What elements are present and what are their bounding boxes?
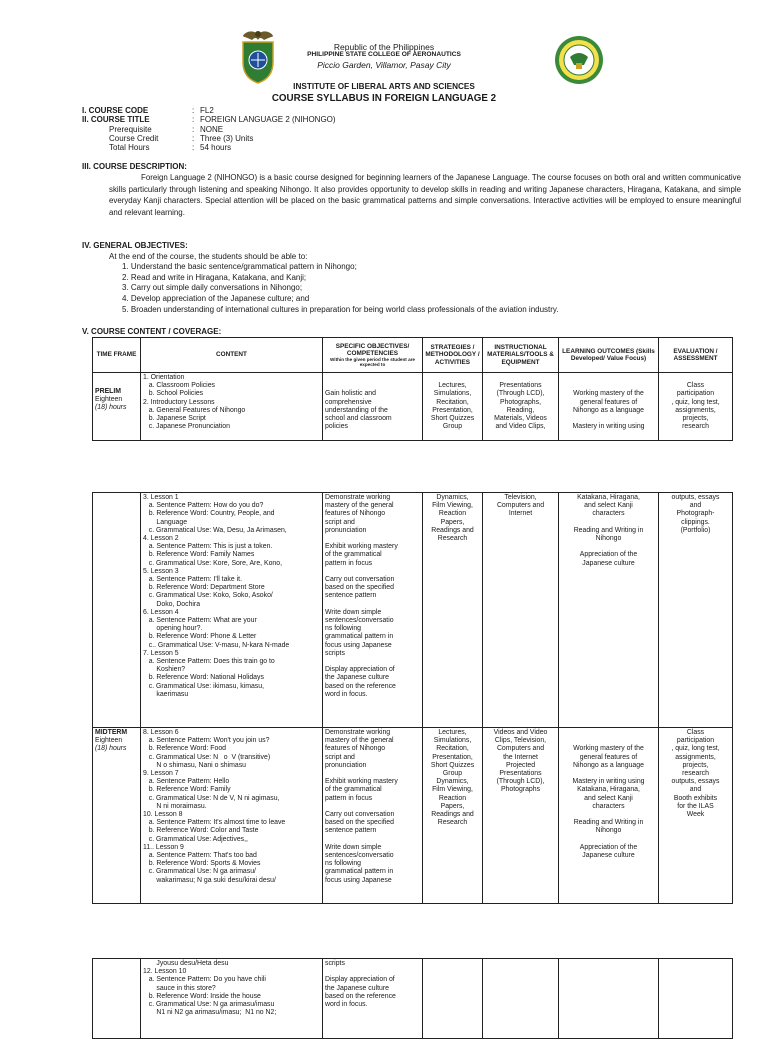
cell-line: Short Quizzes <box>430 415 475 423</box>
cell-line: a. Sentence Pattern: Do you have chili <box>143 976 266 984</box>
course-info-value: Three (3) Units <box>200 133 254 143</box>
cell-line: sentence pattern <box>325 827 377 835</box>
cell-line: Research <box>437 535 468 543</box>
midterm-cont-strategies <box>423 959 483 1039</box>
cell-line <box>561 415 656 423</box>
cell-line: Lectures, <box>438 729 467 736</box>
prelim-cont-objectives <box>323 493 423 728</box>
cell-line <box>561 737 656 745</box>
cell-line: Computers and <box>496 502 545 510</box>
cell-line: Gain holistic and <box>325 390 376 398</box>
cell-line: scripts <box>325 960 345 967</box>
cell-line <box>561 729 656 737</box>
cell-line: characters <box>592 802 625 810</box>
cell-line: 4. Lesson 2 <box>143 535 179 543</box>
cell-line: Projected <box>505 761 536 769</box>
cell-line: Group <box>442 423 463 431</box>
cell-line: Write down simple <box>325 843 382 851</box>
course-info-label: Prerequisite <box>109 124 152 134</box>
cell-line: Internet <box>508 510 533 518</box>
cell-line: features of Nihongo <box>325 745 386 753</box>
cell-line: research <box>682 770 709 778</box>
cell-line: Demonstrate working <box>325 494 391 501</box>
prelim-cont-strategies <box>423 493 483 728</box>
objectives-intro: At the end of the course, the students should be able to: <box>109 252 308 261</box>
cell-line: Appreciation of the <box>579 551 638 559</box>
college-address: Piccio Garden, Villamor, Pasay City <box>317 60 451 70</box>
midterm-content <box>141 728 323 904</box>
cell-line: Reaction <box>438 510 467 518</box>
objectives-list <box>122 262 559 316</box>
cell-line: comprehensive <box>325 398 372 406</box>
cell-line: and Video Clips, <box>495 423 546 431</box>
cell-line: script and <box>325 518 355 526</box>
course-info <box>82 106 482 156</box>
cell-line: based on the specified <box>325 819 394 827</box>
cell-line: outputs, essays <box>671 494 720 501</box>
cell-line: c. Grammatical Use: Kore, Sore, Are, Kono, <box>143 559 283 567</box>
cell-line <box>325 770 420 778</box>
cell-line: a. General Features of Nihongo <box>143 406 246 414</box>
cell-line: 9. Lesson 7 <box>143 770 179 778</box>
cell-line: script and <box>325 753 355 761</box>
prelim-cont-content <box>141 493 323 728</box>
midterm-time-frame <box>93 728 141 904</box>
header-evaluation: EVALUATION / ASSESSMENT <box>659 338 733 373</box>
cell-line: clippings. <box>681 518 710 526</box>
cell-line: Japanese culture <box>582 851 635 859</box>
cell-line: a. Classroom Policies <box>143 382 215 390</box>
cell-line: a. Sentence Pattern: Hello <box>143 778 230 786</box>
course-info-colon: : <box>192 124 195 134</box>
cell-line: the Japanese culture <box>325 674 389 682</box>
cell-line: policies <box>325 423 348 431</box>
cell-line: of the grammatical <box>325 551 382 559</box>
cell-line: Nihongo as a language <box>573 406 644 414</box>
midterm-cont-outcomes <box>559 959 659 1039</box>
cell-line: Television, <box>504 494 537 501</box>
cell-line: 11.. Lesson 9 <box>143 843 184 851</box>
cell-line: Language <box>143 518 188 526</box>
cell-line: 7. Lesson 5 <box>143 649 179 657</box>
cell-line: pronunciation <box>325 761 367 769</box>
cell-line: Computers and <box>496 745 545 753</box>
cell-line: Display appreciation of <box>325 976 395 984</box>
prelim-term: PRELIM <box>95 388 122 395</box>
cell-line <box>325 836 420 844</box>
cell-line: 6. Lesson 4 <box>143 608 179 616</box>
cell-line: Papers, <box>440 518 465 526</box>
cell-line: and <box>689 786 702 794</box>
cell-line: Readings and <box>431 811 474 819</box>
header-time-frame: TIME FRAME <box>93 338 141 373</box>
cell-line: Booth exhibits <box>673 794 718 802</box>
cell-line: 2. Introductory Lessons <box>143 398 215 406</box>
cell-line: b. Reference Word: Family Names <box>143 551 255 559</box>
midterm-hours-word: Eighteen <box>95 737 123 745</box>
cell-line: , quiz, long test, <box>671 398 720 406</box>
cell-line: based on the reference <box>325 682 396 690</box>
cell-line: the Internet <box>503 753 538 761</box>
cell-line: (Portfolio) <box>680 526 711 534</box>
header-outcomes: LEARNING OUTCOMES (Skills Developed/ Value Focus) <box>559 338 659 373</box>
cell-line: N ni moraimasu. <box>143 802 207 810</box>
course-info-colon: : <box>192 106 195 115</box>
cell-line: general features of <box>579 398 638 406</box>
cell-line: Materials, Videos <box>494 415 547 423</box>
cell-line: 8. Lesson 6 <box>143 729 179 736</box>
cell-line: , quiz, long test, <box>671 745 720 753</box>
cell-line: Papers, <box>440 802 465 810</box>
cell-line: b. Reference Word: Department Store <box>143 584 265 592</box>
cell-line: N1 ni N2 ga arimasu/imasu; N1 no N2; <box>143 1009 277 1017</box>
midterm-cont-evaluation <box>659 959 733 1039</box>
cell-line: a. Sentence Pattern: What are your <box>143 617 257 625</box>
cell-line: b. Reference Word: Country, People, and <box>143 510 275 518</box>
header-objectives-label: SPECIFIC OBJECTIVES/ COMPETENCIES <box>335 342 410 357</box>
cell-line: focus using Japanese <box>325 641 392 649</box>
table-row-midterm-cont <box>93 959 733 1039</box>
cell-line: Reading and Writing in <box>573 819 644 827</box>
cell-line: b. Reference Word: National Holidays <box>143 674 264 682</box>
description-heading: III. COURSE DESCRIPTION: <box>82 162 187 171</box>
cell-line: N o shimasu, Nani o shimasu <box>143 761 247 769</box>
cell-line: Presentations <box>499 382 542 390</box>
cell-line: Japanese culture <box>582 559 635 567</box>
objective-item: 1. Understand the basic sentence/grammatical pattern in Nihongo; <box>122 262 357 271</box>
cell-line: b. School Policies <box>143 390 204 398</box>
table-row-prelim-cont <box>93 493 733 728</box>
cell-line: research <box>682 423 709 431</box>
cell-line <box>561 543 656 551</box>
syllabus-table-2 <box>92 492 733 904</box>
cell-line: Doko, Dochira <box>143 600 201 608</box>
cell-line: b. Reference Word: Food <box>143 745 226 753</box>
prelim-materials <box>483 373 559 441</box>
prelim-cont-outcomes <box>559 493 659 728</box>
content-heading: V. COURSE CONTENT / COVERAGE: <box>82 327 222 336</box>
prelim-hours-word: Eighteen <box>95 396 123 404</box>
midterm-hours: (18) hours <box>95 745 127 753</box>
cell-line: c. Grammatical Use: N ga arimasu/ <box>143 868 256 876</box>
cell-line: Katakana, Hiragana, <box>577 786 640 794</box>
table-header-row <box>93 338 733 373</box>
cell-line: Simulations, <box>433 737 472 745</box>
cell-line: Dynamics, <box>436 778 469 786</box>
cell-line: Katakana, Hiragana, <box>577 494 640 501</box>
cell-line: and <box>689 502 702 510</box>
cell-line <box>561 811 656 819</box>
course-description <box>109 172 741 218</box>
cell-line: a. Sentence Pattern: Does this train go to <box>143 658 275 666</box>
cell-line: assignments, <box>675 753 716 761</box>
cell-line: Reading and Writing in <box>573 526 644 534</box>
cell-line: ns following <box>325 860 362 868</box>
cell-line: 12. Lesson 10 <box>143 968 187 976</box>
cell-line: Presentation, <box>432 753 473 761</box>
cell-line: Demonstrate working <box>325 729 391 736</box>
cell-line: Exhibit working mastery <box>325 778 398 786</box>
cell-line: Photograph- <box>676 510 715 518</box>
cell-line: Week <box>686 811 705 819</box>
cell-line <box>325 968 420 976</box>
prelim-content <box>141 373 323 441</box>
cell-line: Nihongo as a language <box>573 761 644 769</box>
prelim-strategies <box>423 373 483 441</box>
syllabus-table-3 <box>92 958 733 1039</box>
cell-line: scripts <box>325 649 345 657</box>
cell-line: 10. Lesson 8 <box>143 811 183 819</box>
cell-line <box>561 519 656 527</box>
cell-line: wakarimasu; N ga suki desu/kirai desu/ <box>143 876 276 884</box>
cell-line: opening hour?. <box>143 625 203 633</box>
objective-item: 3. Carry out simple daily conversations in Nihongo; <box>122 283 303 293</box>
cell-line: Film Viewing, <box>432 502 473 510</box>
header-strategies: STRATEGIES / METHODOLOGY / ACTIVITIES <box>423 338 483 373</box>
cell-line: c. Grammatical Use: N ga arimasu/imasu <box>143 1001 275 1009</box>
cell-line: Working mastery of the <box>573 390 644 398</box>
cell-line: Research <box>437 819 468 827</box>
cell-line: Recitation, <box>436 398 469 406</box>
course-info-label: I. COURSE CODE <box>82 106 149 115</box>
cell-line: Working mastery of the <box>573 745 644 753</box>
cell-line: Class <box>686 382 705 390</box>
cell-line: sentence pattern <box>325 592 377 600</box>
cell-line: b. Reference Word: Inside the house <box>143 992 261 1000</box>
cell-line: sauce in this store? <box>143 984 216 992</box>
cell-line: Lectures, <box>438 382 467 390</box>
cell-line <box>325 601 420 609</box>
cell-line: the Japanese culture <box>325 984 389 992</box>
cell-line: Mastery in writing using <box>572 423 645 431</box>
cell-line <box>325 658 420 666</box>
cell-line: Nihongo <box>595 535 622 542</box>
prelim-objectives <box>323 373 423 441</box>
cell-line: a. Sentence Pattern: Won't you join us? <box>143 737 270 745</box>
cell-line: based on the reference <box>325 992 396 1000</box>
midterm-objectives <box>323 728 423 904</box>
syllabus-table-1 <box>92 337 733 441</box>
course-info-label: Total Hours <box>109 143 150 153</box>
header-objectives <box>323 338 423 373</box>
cell-line: Clips, Television, <box>494 737 547 745</box>
prelim-cont-evaluation <box>659 493 733 728</box>
cell-line: sentences/conversatio <box>325 852 394 859</box>
course-info-label: II. COURSE TITLE <box>82 115 150 125</box>
prelim-hours: (18) hours <box>95 404 127 412</box>
cell-line: Write down simple <box>325 608 382 616</box>
cell-line: b. Japanese Script <box>143 415 206 423</box>
cell-line: Reaction <box>438 794 467 802</box>
cell-line: and select Kanji <box>584 502 633 510</box>
cell-line: b. Reference Word: Phone & Letter <box>143 633 257 641</box>
cell-line: (Through LCD), <box>496 778 545 786</box>
cell-line: a. Sentence Pattern: I'll take it. <box>143 576 242 584</box>
cell-line: c. Grammatical Use: N o V (transitive) <box>143 753 271 761</box>
cell-line <box>561 770 656 778</box>
cell-line: Group <box>442 770 463 778</box>
cell-line: Photographs <box>500 786 541 794</box>
cell-line <box>325 568 420 576</box>
cell-line: understanding of the <box>325 406 388 414</box>
midterm-cont-content <box>141 959 323 1039</box>
cell-line: Recitation, <box>436 745 469 753</box>
cell-line: (Through LCD), <box>496 390 545 398</box>
cell-line: b. Reference Word: Sports & Movies <box>143 860 261 868</box>
midterm-outcomes <box>559 728 659 904</box>
cell-line: projects, <box>682 761 709 769</box>
course-description-text: Foreign Language 2 (NIHONGO) is a basic course designed for beginning learners of the Japanese Language. The course focuses on both oral and written communicative skills particularly through listening and speaking Nihongo. It also provides opportunity to develop skills in reading and writing Japanese characters, Hiragana, Katakana, and simple everyday Kanji characters. Special attention will be placed on the basic grammatical patterns and simple conversations. Interactive activities will be employed to ensure meaningful and relevant learning. <box>109 173 741 217</box>
objectives-heading: IV. GENERAL OBJECTIVES: <box>82 241 188 250</box>
cell-line: Nihongo <box>595 827 622 835</box>
midterm-cont-objectives <box>323 959 423 1039</box>
cell-line: participation <box>676 737 715 745</box>
cell-line: Appreciation of the <box>579 843 638 851</box>
cell-line: assignments, <box>675 406 716 414</box>
header-objectives-note: Within the given period the student are expected to <box>330 357 415 368</box>
cell-line: pattern in focus <box>325 794 373 802</box>
course-info-colon: : <box>192 133 195 143</box>
cell-line: pronunciation <box>325 526 367 534</box>
cell-line: c. Grammatical Use: Koko, Soko, Asoko/ <box>143 592 273 600</box>
cell-line: of the grammatical <box>325 786 382 794</box>
cell-line: features of Nihongo <box>325 510 386 518</box>
cell-line: sentences/conversatio <box>325 617 394 624</box>
midterm-materials <box>483 728 559 904</box>
course-info-colon: : <box>192 115 195 125</box>
cell-line: mastery of the general <box>325 502 394 510</box>
table-row-midterm <box>93 728 733 904</box>
cell-line <box>561 836 656 844</box>
cell-line: Film Viewing, <box>432 786 473 794</box>
cell-line: word in focus. <box>325 1001 368 1008</box>
cell-line: Koshien? <box>143 666 186 674</box>
cell-line: a. Sentence Pattern: This is just a token. <box>143 543 273 551</box>
cell-line: Photographs, <box>500 398 541 406</box>
cell-line: outputs, essays <box>671 778 720 786</box>
cell-line <box>325 535 420 543</box>
cell-line: ns following <box>325 625 362 633</box>
cell-line: for the ILAS <box>677 802 714 810</box>
course-info-value: NONE <box>200 124 224 134</box>
cell-line: focus using Japanese <box>325 876 392 884</box>
prelim-evaluation <box>659 373 733 441</box>
cell-line: Presentation, <box>432 406 473 414</box>
cell-line: c. Grammatical Use: Wa, Desu, Ja Arimasen, <box>143 526 287 534</box>
cell-line: Jyousu desu/Heta desu <box>143 960 229 967</box>
cell-line: grammatical pattern in <box>325 868 394 876</box>
cell-line: 1. Orientation <box>143 374 185 381</box>
cell-line: Reading, <box>506 406 535 414</box>
cell-line: Carry out conversation <box>325 576 395 583</box>
prelim-outcomes <box>559 373 659 441</box>
prelim-time-frame <box>93 373 141 441</box>
cell-line: a. Sentence Pattern: How do you do? <box>143 502 264 510</box>
cell-line: c. Japanese Pronunciation <box>143 423 230 431</box>
midterm-evaluation <box>659 728 733 904</box>
college-name: PHILIPPINE STATE COLLEGE OF AERONAUTICS <box>307 51 461 58</box>
cell-line: kaerimasu <box>143 690 189 698</box>
cell-line: b. Reference Word: Color and Taste <box>143 827 259 835</box>
cell-line: a. Sentence Pattern: That's too bad <box>143 852 257 860</box>
cell-line: c. Grammatical Use: N de V, N ni agimasu, <box>143 794 280 802</box>
cell-line: based on the specified <box>325 584 394 592</box>
cell-line: Short Quizzes <box>430 761 475 769</box>
cell-line: Mastery in writing using <box>572 778 645 786</box>
institute-name: INSTITUTE OF LIBERAL ARTS AND SCIENCES <box>293 82 475 91</box>
course-info-value: FOREIGN LANGUAGE 2 (NIHONGO) <box>200 115 336 125</box>
cell-line: characters <box>592 510 625 518</box>
cell-line: c.. Grammatical Use: V-masu, N-kara N-made <box>143 641 290 649</box>
cell-line: and select Kanji <box>584 794 633 802</box>
cell-line: Dynamics, <box>436 494 469 501</box>
cell-line: Carry out conversation <box>325 811 395 818</box>
table-row-prelim <box>93 373 733 441</box>
cell-line: Display appreciation of <box>325 666 395 674</box>
course-info-value: 54 hours <box>200 143 232 153</box>
prelim-cont-time-frame <box>93 493 141 728</box>
course-info-label: Course Credit <box>109 133 159 143</box>
cell-line <box>325 803 420 811</box>
cell-line: Videos and Video <box>493 729 548 736</box>
objective-item: 2. Read and write in Hiragana, Katakana, and Kanji; <box>122 272 307 282</box>
cell-line: mastery of the general <box>325 737 394 745</box>
cell-line: a. Sentence Pattern: It's almost time to leave <box>143 819 286 827</box>
midterm-strategies <box>423 728 483 904</box>
cell-line: Class <box>686 729 705 736</box>
cell-line: pattern in focus <box>325 559 373 567</box>
course-info-value: FL2 <box>200 106 214 115</box>
objective-item: 4. Develop appreciation of the Japanese culture; and <box>122 294 310 304</box>
cell-line: c. Grammatical Use: Adjectives,, <box>143 835 248 843</box>
republic-line: Republic of the Philippines <box>333 42 435 52</box>
cell-line: Simulations, <box>433 390 472 398</box>
header-materials: INSTRUCTIONAL MATERIALS/TOOLS & EQUIPMENT <box>483 338 559 373</box>
midterm-term: MIDTERM <box>95 729 128 736</box>
cell-line: word in focus. <box>325 690 368 698</box>
prelim-cont-materials <box>483 493 559 728</box>
midterm-cont-time-frame <box>93 959 141 1039</box>
cell-line: school and classroom <box>325 415 392 423</box>
cell-line: projects, <box>682 415 709 423</box>
cell-line: c. Grammatical Use: ikimasu, kimasu, <box>143 682 264 690</box>
cell-line: 5. Lesson 3 <box>143 567 179 575</box>
cell-line: b. Reference Word: Family <box>143 786 231 794</box>
cell-line: 3. Lesson 1 <box>143 494 179 501</box>
cell-line: participation <box>676 390 715 398</box>
cell-line: grammatical pattern in <box>325 633 394 641</box>
cell-line: Readings and <box>431 526 474 534</box>
cell-line: Presentations <box>499 770 542 778</box>
course-info-colon: : <box>192 143 195 153</box>
syllabus-title: COURSE SYLLABUS IN FOREIGN LANGUAGE 2 <box>271 93 497 104</box>
objective-item: 5. Broaden understanding of international cultures in preparation for being world class professionals of the aviation industry. <box>122 304 559 314</box>
cell-line: general features of <box>579 753 638 761</box>
midterm-cont-materials <box>483 959 559 1039</box>
header-content: CONTENT <box>141 338 323 373</box>
cell-line: Exhibit working mastery <box>325 543 398 551</box>
